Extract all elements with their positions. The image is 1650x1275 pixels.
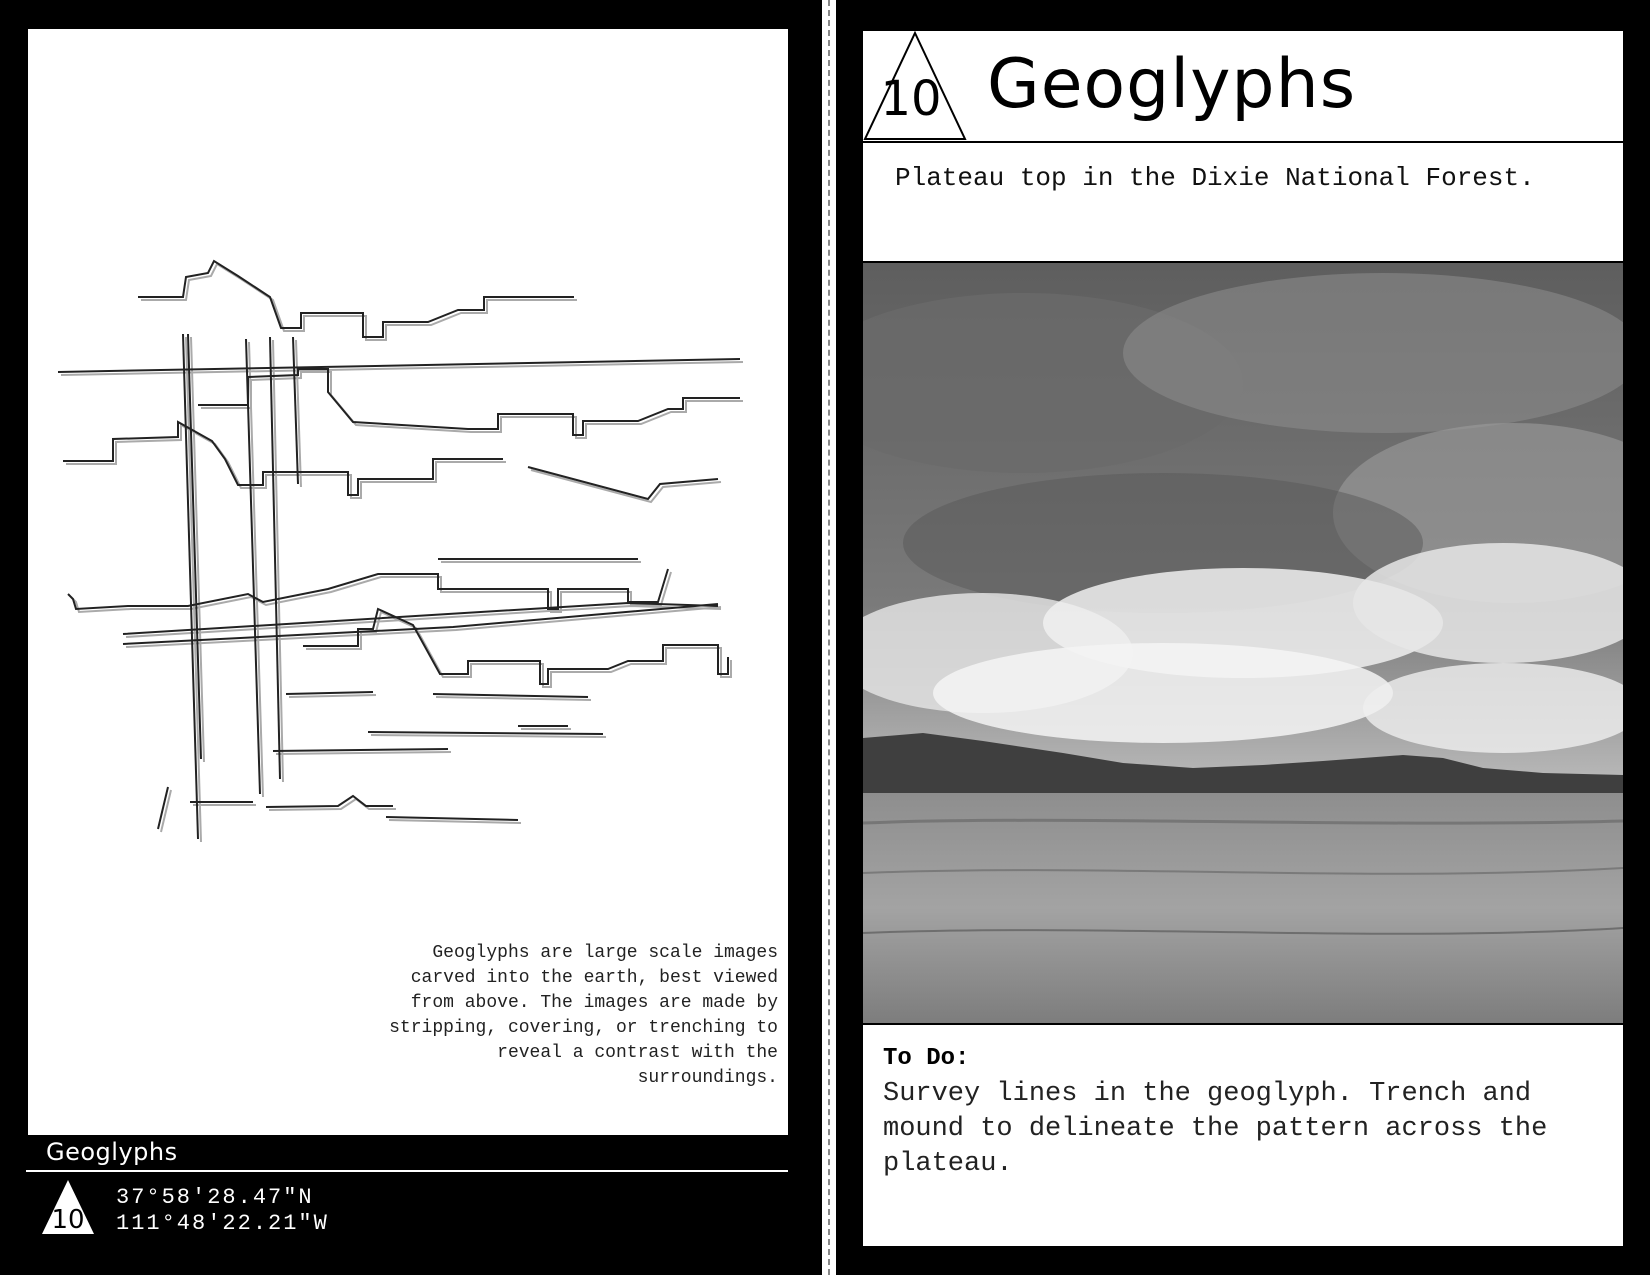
latitude: 37°58'28.47"N: [116, 1185, 314, 1210]
site-number: 10: [880, 71, 942, 127]
triangle-icon: [40, 1178, 96, 1236]
geoglyph-drawing-panel: [28, 29, 788, 1135]
longitude: 111°48'22.21"W: [116, 1211, 329, 1236]
todo-heading: To Do:: [883, 1045, 970, 1072]
todo-description: Survey lines in the geoglyph. Trench and mound to delineate the pattern across the plateau.: [883, 1079, 1548, 1179]
site-number-badge: [40, 1178, 96, 1241]
site-number-badge-large: [863, 31, 967, 146]
site-number: 10: [51, 1205, 85, 1235]
geoglyph-description: Geoglyphs are large scale images carved into the earth, best viewed from above. The images are made by stripping, covering, or trenching to reveal a contrast with the surroundings.: [389, 943, 778, 1088]
plateau-photo-image: [863, 263, 1623, 1023]
location-subtitle: Plateau top in the Dixie National Forest.: [895, 163, 1535, 193]
triangle-icon: [863, 31, 967, 141]
footer-title: Geoglyphs: [46, 1138, 178, 1166]
page-title: Geoglyphs: [987, 45, 1357, 124]
fold-line: [828, 0, 830, 1275]
page-header: [863, 31, 1623, 143]
landscape-photo: [863, 261, 1623, 1025]
footer-divider: [26, 1170, 788, 1172]
site-info-panel: [862, 30, 1624, 1247]
